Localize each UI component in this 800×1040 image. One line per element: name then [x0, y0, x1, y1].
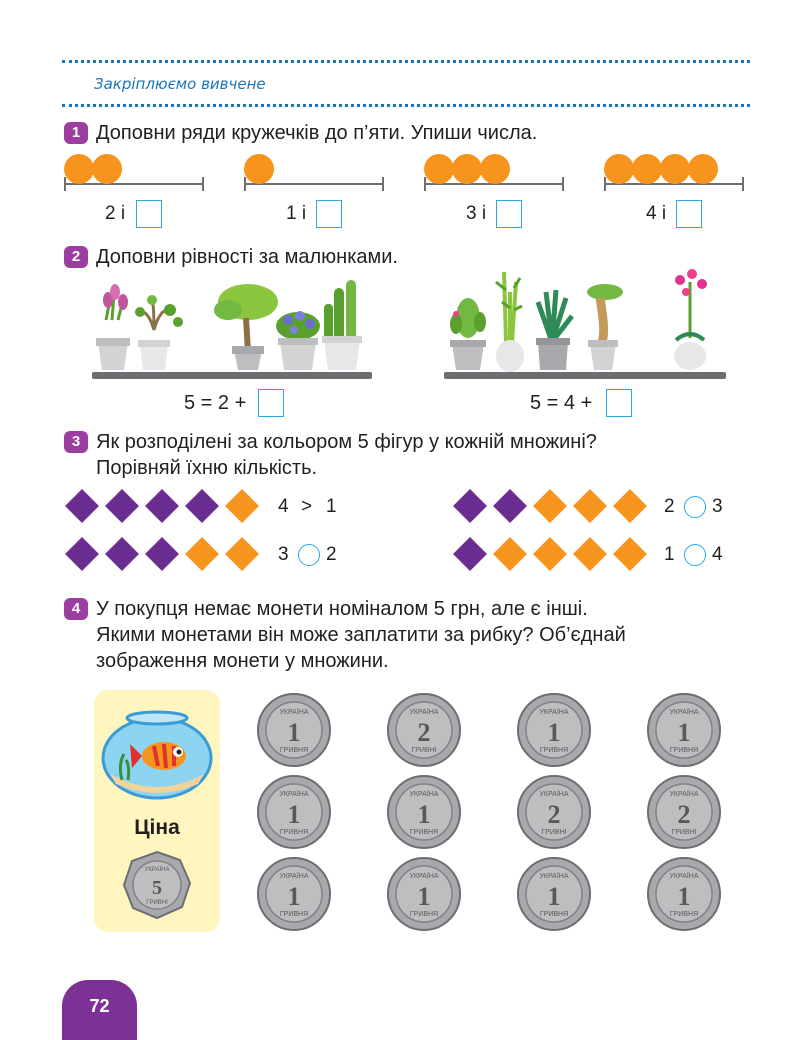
svg-text:ГРИВНІ: ГРИВНІ — [411, 747, 437, 754]
svg-text:ГРИВНЯ: ГРИВНЯ — [539, 911, 569, 918]
plants-right-illustration — [440, 262, 730, 380]
svg-text:1: 1 — [287, 882, 301, 911]
coin-2-hryvnia[interactable] — [644, 772, 724, 852]
svg-text:ГРИВНЯ: ГРИВНЯ — [669, 747, 699, 754]
svg-text:2: 2 — [547, 800, 561, 829]
task-4-line1: У покупця немає монети номіналом 5 грн, але є інші. — [96, 598, 588, 620]
coin-1-hryvnia[interactable] — [644, 854, 724, 934]
svg-text:1: 1 — [287, 800, 301, 829]
answer-box[interactable] — [136, 200, 162, 228]
flower-bush — [276, 311, 320, 370]
svg-text:ГРИВНЯ: ГРИВНЯ — [669, 911, 699, 918]
svg-text:ГРИВНЯ: ГРИВНЯ — [409, 911, 439, 918]
bamboo-plant — [496, 272, 524, 372]
circle — [688, 154, 718, 184]
coin-1-hryvnia[interactable] — [644, 690, 724, 770]
dotted-divider-top — [62, 60, 750, 63]
task-2-text: Доповни рівності за малюнками. — [96, 246, 398, 268]
row-label: 1 і — [286, 203, 307, 224]
task-4-line3: зображення монети у множини. — [96, 650, 389, 672]
svg-text:УКРАЇНА: УКРАЇНА — [669, 791, 699, 798]
coin-1-hryvnia[interactable] — [254, 854, 334, 934]
dotted-divider-bottom — [62, 104, 750, 107]
coin-value-text: 5 — [152, 877, 162, 899]
cactus-plant — [322, 280, 362, 370]
small-plant — [135, 295, 183, 370]
svg-text:1: 1 — [547, 718, 561, 747]
circle — [64, 154, 94, 184]
circle — [604, 154, 634, 184]
svg-text:УКРАЇНА: УКРАЇНА — [279, 873, 309, 880]
svg-text:УКРАЇНА: УКРАЇНА — [279, 709, 309, 716]
bonsai-tree — [587, 284, 623, 370]
svg-text:1: 1 — [417, 882, 431, 911]
price-label: Ціна — [134, 816, 180, 839]
equation-left: 5 = 2 + — [184, 392, 247, 414]
svg-text:1: 1 — [287, 718, 301, 747]
svg-text:ГРИВНЯ: ГРИВНЯ — [539, 747, 569, 754]
circle — [632, 154, 662, 184]
svg-text:1: 1 — [417, 800, 431, 829]
svg-text:УКРАЇНА: УКРАЇНА — [539, 873, 569, 880]
plants-left-illustration — [88, 270, 373, 380]
shelf-right — [444, 372, 726, 379]
comparison-circle[interactable] — [298, 544, 320, 566]
circle — [424, 154, 454, 184]
coin-1-hryvnia[interactable] — [254, 690, 334, 770]
task-4-number: 4 — [64, 598, 88, 620]
comparison-a: 1 — [664, 544, 675, 565]
svg-text:УКРАЇНА: УКРАЇНА — [539, 791, 569, 798]
comparison-b: 4 — [712, 544, 723, 565]
svg-text:ГРИВНЯ: ГРИВНЯ — [409, 829, 439, 836]
answer-box[interactable] — [676, 200, 702, 228]
bonsai-tree — [214, 284, 278, 370]
svg-text:ГРИВНІ: ГРИВНІ — [541, 829, 567, 836]
answer-box[interactable] — [606, 389, 632, 417]
row-label: 4 і — [646, 203, 667, 224]
task-1-text: Доповни ряди кружечків до п’яти. Упиши числа. — [96, 122, 538, 144]
svg-text:УКРАЇНА: УКРАЇНА — [409, 709, 439, 716]
price-panel — [94, 690, 220, 932]
svg-text:ГРИВНІ: ГРИВНІ — [671, 829, 697, 836]
svg-text:2: 2 — [417, 718, 431, 747]
coin-unit-text: ГРИВНІ — [146, 900, 168, 906]
circle — [244, 154, 274, 184]
orchid-plant — [674, 269, 707, 370]
comparison-a: 3 — [278, 544, 289, 565]
section-title: Закріплюємо вивчене — [94, 75, 266, 93]
svg-text:ГРИВНЯ: ГРИВНЯ — [279, 829, 309, 836]
answer-box[interactable] — [316, 200, 342, 228]
svg-text:УКРАЇНА: УКРАЇНА — [539, 709, 569, 716]
coin-1-hryvnia[interactable] — [384, 772, 464, 852]
comparison-circle[interactable] — [684, 496, 706, 518]
page-number: 72 — [62, 980, 137, 1040]
coin-1-hryvnia[interactable] — [384, 854, 464, 934]
comparison-b: 1 — [326, 496, 337, 517]
task-3-number: 3 — [64, 431, 88, 453]
svg-text:ГРИВНЯ: ГРИВНЯ — [279, 747, 309, 754]
circle — [92, 154, 122, 184]
comparison-sign: > — [301, 496, 313, 517]
row-label: 2 і — [105, 203, 126, 224]
task-1-number: 1 — [64, 122, 88, 144]
equation-right: 5 = 4 + — [530, 392, 593, 414]
comparison-a: 4 — [278, 496, 289, 517]
coin-1-hryvnia[interactable] — [254, 772, 334, 852]
task-3-text-line2: Порівняй їхню кількість. — [96, 457, 318, 479]
answer-box[interactable] — [258, 389, 284, 417]
coin-2-hryvnia[interactable] — [384, 690, 464, 770]
svg-text:УКРАЇНА: УКРАЇНА — [409, 873, 439, 880]
comparison-b: 2 — [326, 544, 337, 565]
coin-country-text: УКРАЇНА — [144, 867, 170, 873]
cactus-plant — [450, 298, 486, 370]
task-3-text-line1: Як розподілені за кольором 5 фігур у кожній множині? — [96, 431, 597, 453]
fishbowl-illustration — [98, 704, 216, 800]
circle — [480, 154, 510, 184]
comparison-circle[interactable] — [684, 544, 706, 566]
comparison-b: 3 — [712, 496, 723, 517]
svg-text:2: 2 — [677, 800, 691, 829]
task-4-line2: Якими монетами він може заплатити за рибку? Об’єднай — [96, 624, 626, 646]
shelf-left — [92, 372, 372, 379]
row-label: 3 і — [466, 203, 487, 224]
task-2-number: 2 — [64, 246, 88, 268]
svg-text:УКРАЇНА: УКРАЇНА — [669, 873, 699, 880]
tulip-plant — [96, 284, 130, 370]
circle — [660, 154, 690, 184]
coin-1-hryvnia[interactable] — [514, 854, 594, 934]
coin-1-hryvnia[interactable] — [514, 690, 594, 770]
svg-text:ГРИВНЯ: ГРИВНЯ — [279, 911, 309, 918]
svg-text:УКРАЇНА: УКРАЇНА — [669, 709, 699, 716]
svg-text:1: 1 — [677, 718, 691, 747]
five-hryvnia-coin — [122, 850, 192, 920]
comparison-a: 2 — [664, 496, 675, 517]
circle — [452, 154, 482, 184]
svg-text:УКРАЇНА: УКРАЇНА — [279, 791, 309, 798]
aloe-plant — [536, 290, 572, 370]
coin-2-hryvnia[interactable] — [514, 772, 594, 852]
svg-text:УКРАЇНА: УКРАЇНА — [409, 791, 439, 798]
answer-box[interactable] — [496, 200, 522, 228]
svg-text:1: 1 — [547, 882, 561, 911]
svg-text:1: 1 — [677, 882, 691, 911]
